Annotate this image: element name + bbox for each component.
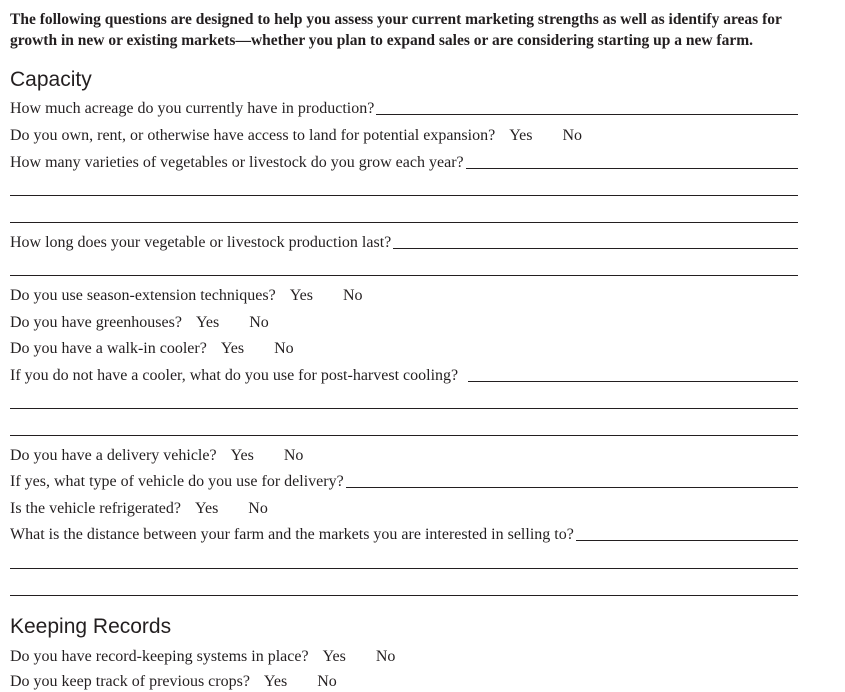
refrigerated-yes-option[interactable]: Yes — [195, 500, 219, 517]
question-delivery-vehicle-label: Do you have a delivery vehicle? — [10, 447, 217, 464]
previous-crops-no-option[interactable]: No — [317, 673, 337, 690]
section-title-keeping-records: Keeping Records — [10, 615, 172, 638]
distance-answer-line-3[interactable] — [10, 595, 798, 596]
greenhouses-no-option[interactable]: No — [249, 314, 269, 331]
question-distance-label: What is the distance between your farm and the markets you are interested in selling to? — [10, 526, 574, 543]
walk-in-cooler-yes-option[interactable]: Yes — [220, 340, 245, 357]
post-harvest-answer-line[interactable] — [468, 380, 798, 382]
question-acreage — [10, 97, 798, 119]
question-acreage-label: How much acreage do you currently have in production? — [10, 100, 375, 117]
vehicle-type-answer-line[interactable] — [346, 486, 798, 488]
question-season-extension — [10, 284, 798, 306]
walk-in-cooler-no-option[interactable]: No — [274, 340, 294, 357]
question-greenhouses-label: Do you have greenhouses? — [10, 314, 182, 331]
season-extension-yes-option[interactable]: Yes — [289, 287, 313, 304]
greenhouses-yes-option[interactable]: Yes — [195, 314, 220, 331]
acreage-answer-line[interactable] — [376, 113, 798, 115]
question-previous-crops — [10, 670, 798, 692]
production-length-answer-line[interactable] — [393, 247, 798, 249]
varieties-answer-line[interactable] — [466, 167, 798, 169]
question-vehicle-type — [10, 470, 798, 492]
production-length-answer-line-2[interactable] — [10, 275, 798, 276]
question-land-access — [10, 124, 798, 146]
question-production-length-label: How long does your vegetable or livestock production last? — [10, 234, 392, 251]
delivery-vehicle-no-option[interactable]: No — [283, 447, 304, 464]
question-vehicle-type-label: If yes, what type of vehicle do you use for delivery? — [10, 473, 344, 490]
record-keeping-yes-option[interactable]: Yes — [322, 648, 346, 665]
distance-answer-line[interactable] — [576, 539, 798, 541]
question-record-keeping — [10, 645, 798, 667]
record-keeping-no-option[interactable]: No — [375, 648, 396, 665]
question-land-access-label: Do you own, rent, or otherwise have access to land for potential expansion? — [10, 127, 496, 144]
question-walk-in-cooler-label: Do you have a walk-in cooler? — [10, 340, 207, 357]
intro-paragraph: The following questions are designed to help you assess your current marketing strengths as well as identify areas for growth in new or existing markets—whether you plan to expand sales or are considering starting up a new farm. — [10, 11, 782, 49]
question-post-harvest — [10, 364, 798, 386]
question-previous-crops-label: Do you keep track of previous crops? — [10, 673, 250, 690]
question-delivery-vehicle — [10, 444, 798, 466]
post-harvest-answer-line-2[interactable] — [10, 408, 798, 409]
land-access-yes-option[interactable]: Yes — [509, 127, 533, 144]
question-production-length — [10, 231, 798, 253]
varieties-answer-line-2[interactable] — [10, 195, 798, 196]
delivery-vehicle-yes-option[interactable]: Yes — [230, 447, 254, 464]
post-harvest-answer-line-3[interactable] — [10, 435, 798, 436]
question-record-keeping-label: Do you have record-keeping systems in place? — [10, 648, 309, 665]
varieties-answer-line-3[interactable] — [10, 222, 798, 223]
question-distance — [10, 523, 798, 545]
question-walk-in-cooler — [10, 337, 798, 359]
question-refrigerated — [10, 497, 798, 519]
previous-crops-yes-option[interactable]: Yes — [263, 673, 288, 690]
question-season-extension-label: Do you use season-extension techniques? — [10, 287, 276, 304]
question-refrigerated-label: Is the vehicle refrigerated? — [10, 500, 182, 517]
refrigerated-no-option[interactable]: No — [248, 500, 268, 517]
section-title-capacity: Capacity — [10, 68, 92, 91]
land-access-no-option[interactable]: No — [562, 127, 583, 144]
question-post-harvest-label: If you do not have a cooler, what do you use for post-harvest cooling? — [10, 367, 459, 384]
question-greenhouses — [10, 311, 798, 333]
question-varieties — [10, 151, 798, 173]
question-varieties-label: How many varieties of vegetables or livestock do you grow each year? — [10, 154, 464, 171]
season-extension-no-option[interactable]: No — [343, 287, 363, 304]
distance-answer-line-2[interactable] — [10, 568, 798, 569]
